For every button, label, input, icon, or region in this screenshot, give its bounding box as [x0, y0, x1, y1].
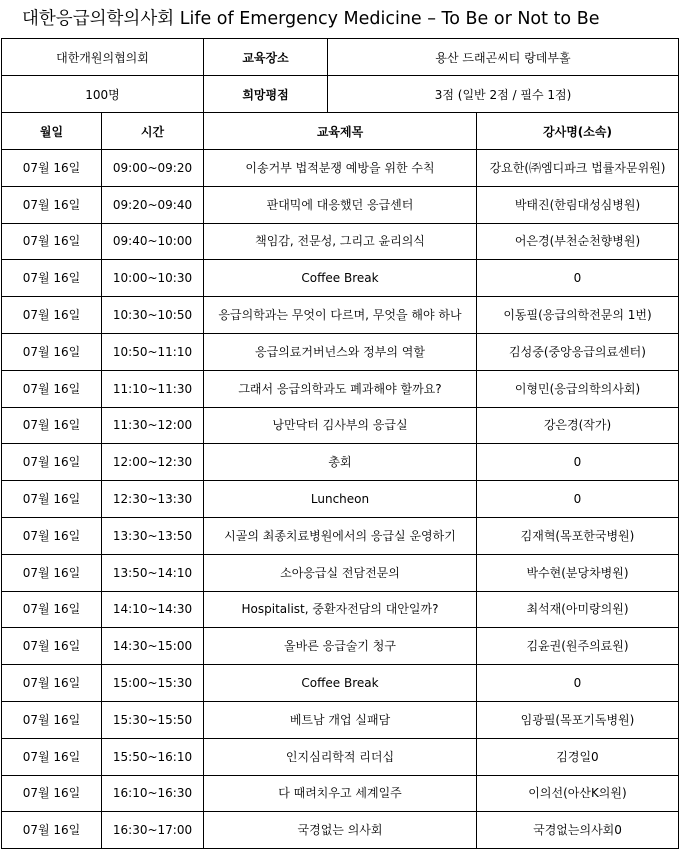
- row-time: 10:30~10:50: [102, 297, 204, 334]
- row-speaker: 0: [477, 260, 679, 297]
- row-time: 09:40~10:00: [102, 223, 204, 260]
- row-time: 13:50~14:10: [102, 554, 204, 591]
- row-speaker: 김재혁(목포한국병원): [477, 517, 679, 554]
- capacity-value: 100명: [2, 76, 204, 113]
- row-topic: 다 때려치우고 세계일주: [204, 775, 477, 812]
- row-topic: 총회: [204, 444, 477, 481]
- row-speaker: 이의선(아산K의원): [477, 775, 679, 812]
- table-row: [2, 812, 679, 849]
- row-date: 07월 16일: [2, 554, 102, 591]
- schedule-table: [1, 112, 679, 849]
- row-date: 07월 16일: [2, 333, 102, 370]
- row-topic: 응급의학과는 무엇이 다르며, 무엇을 해야 하나: [204, 297, 477, 334]
- row-time: 11:10~11:30: [102, 370, 204, 407]
- table-row: [2, 517, 679, 554]
- row-date: 07월 16일: [2, 628, 102, 665]
- row-date: 07월 16일: [2, 517, 102, 554]
- row-speaker: 어은경(부천순천향병원): [477, 223, 679, 260]
- table-row: [2, 260, 679, 297]
- row-speaker: 강요한(㈜엠디파크 법률자문위원): [477, 150, 679, 187]
- row-speaker: 강은경(작가): [477, 407, 679, 444]
- table-row: [2, 150, 679, 187]
- row-speaker: 김경일0: [477, 738, 679, 775]
- row-speaker: 0: [477, 481, 679, 518]
- row-speaker: 이형민(응급의학의사회): [477, 370, 679, 407]
- info-row-venue: [2, 39, 679, 76]
- header-date: 월일: [2, 113, 102, 150]
- row-date: 07월 16일: [2, 444, 102, 481]
- header-topic: 교육제목: [204, 113, 477, 150]
- table-row: [2, 738, 679, 775]
- row-topic: 책임감, 전문성, 그리고 윤리의식: [204, 223, 477, 260]
- row-topic: 베트남 개업 실패담: [204, 701, 477, 738]
- table-row: [2, 407, 679, 444]
- course-info-table: [1, 38, 679, 113]
- row-topic: Coffee Break: [204, 260, 477, 297]
- table-row: [2, 701, 679, 738]
- row-date: 07월 16일: [2, 812, 102, 849]
- row-speaker: 국경없는의사회0: [477, 812, 679, 849]
- info-row-credit: [2, 76, 679, 113]
- row-date: 07월 16일: [2, 260, 102, 297]
- row-speaker: 최석재(아미랑의원): [477, 591, 679, 628]
- row-date: 07월 16일: [2, 665, 102, 702]
- table-row: [2, 223, 679, 260]
- row-time: 10:50~11:10: [102, 333, 204, 370]
- table-row: [2, 775, 679, 812]
- row-speaker: 박수현(분당차병원): [477, 554, 679, 591]
- table-row: [2, 333, 679, 370]
- table-row: [2, 628, 679, 665]
- row-date: 07월 16일: [2, 370, 102, 407]
- row-speaker: 임광필(목포기독병원): [477, 701, 679, 738]
- credit-label: 희망평점: [204, 76, 328, 113]
- row-topic: 그래서 응급의학과도 폐과해야 할까요?: [204, 370, 477, 407]
- row-topic: 낭만닥터 김사부의 응급실: [204, 407, 477, 444]
- row-date: 07월 16일: [2, 591, 102, 628]
- row-time: 15:50~16:10: [102, 738, 204, 775]
- row-date: 07월 16일: [2, 150, 102, 187]
- table-row: [2, 481, 679, 518]
- row-time: 14:10~14:30: [102, 591, 204, 628]
- header-time: 시간: [102, 113, 204, 150]
- table-row: [2, 591, 679, 628]
- row-time: 12:30~13:30: [102, 481, 204, 518]
- row-date: 07월 16일: [2, 481, 102, 518]
- row-time: 16:10~16:30: [102, 775, 204, 812]
- table-row: [2, 297, 679, 334]
- row-speaker: 0: [477, 665, 679, 702]
- credit-value: 3점 (일반 2점 / 필수 1점): [328, 76, 679, 113]
- schedule-header-row: [2, 113, 679, 150]
- row-time: 09:20~09:40: [102, 186, 204, 223]
- header-speaker: 강사명(소속): [477, 113, 679, 150]
- row-topic: 소아응급실 전담전문의: [204, 554, 477, 591]
- row-topic: Hospitalist, 중환자전담의 대안일까?: [204, 591, 477, 628]
- venue-value: 용산 드래곤씨티 랑데부홀: [328, 39, 679, 76]
- table-row: [2, 554, 679, 591]
- row-date: 07월 16일: [2, 186, 102, 223]
- row-speaker: 김성중(중앙응급의료센터): [477, 333, 679, 370]
- row-time: 15:30~15:50: [102, 701, 204, 738]
- row-topic: Luncheon: [204, 481, 477, 518]
- row-date: 07월 16일: [2, 738, 102, 775]
- row-time: 09:00~09:20: [102, 150, 204, 187]
- row-date: 07월 16일: [2, 223, 102, 260]
- row-topic: 올바른 응급술기 청구: [204, 628, 477, 665]
- venue-label: 교육장소: [204, 39, 328, 76]
- row-time: 11:30~12:00: [102, 407, 204, 444]
- row-topic: 응급의료거버넌스와 정부의 역할: [204, 333, 477, 370]
- row-speaker: 김윤권(원주의료원): [477, 628, 679, 665]
- row-date: 07월 16일: [2, 407, 102, 444]
- row-time: 14:30~15:00: [102, 628, 204, 665]
- row-topic: 인지심리학적 리더십: [204, 738, 477, 775]
- table-row: [2, 444, 679, 481]
- page-title: 대한응급의학의사회 Life of Emergency Medicine – To Be or Not to Be: [22, 9, 600, 29]
- row-time: 10:00~10:30: [102, 260, 204, 297]
- row-time: 15:00~15:30: [102, 665, 204, 702]
- row-topic: 국경없는 의사회: [204, 812, 477, 849]
- row-topic: 판대믹에 대응했던 응급센터: [204, 186, 477, 223]
- table-row: [2, 186, 679, 223]
- row-topic: Coffee Break: [204, 665, 477, 702]
- row-date: 07월 16일: [2, 701, 102, 738]
- row-speaker: 0: [477, 444, 679, 481]
- row-date: 07월 16일: [2, 775, 102, 812]
- row-speaker: 박태진(한림대성심병원): [477, 186, 679, 223]
- table-row: [2, 370, 679, 407]
- host-value: 대한개원의협의회: [2, 39, 204, 76]
- row-speaker: 이동필(응급의학전문의 1번): [477, 297, 679, 334]
- row-date: 07월 16일: [2, 297, 102, 334]
- row-topic: 이송거부 법적분쟁 예방을 위한 수칙: [204, 150, 477, 187]
- row-time: 13:30~13:50: [102, 517, 204, 554]
- row-time: 12:00~12:30: [102, 444, 204, 481]
- table-row: [2, 665, 679, 702]
- row-topic: 시골의 최종치료병원에서의 응급실 운영하기: [204, 517, 477, 554]
- row-time: 16:30~17:00: [102, 812, 204, 849]
